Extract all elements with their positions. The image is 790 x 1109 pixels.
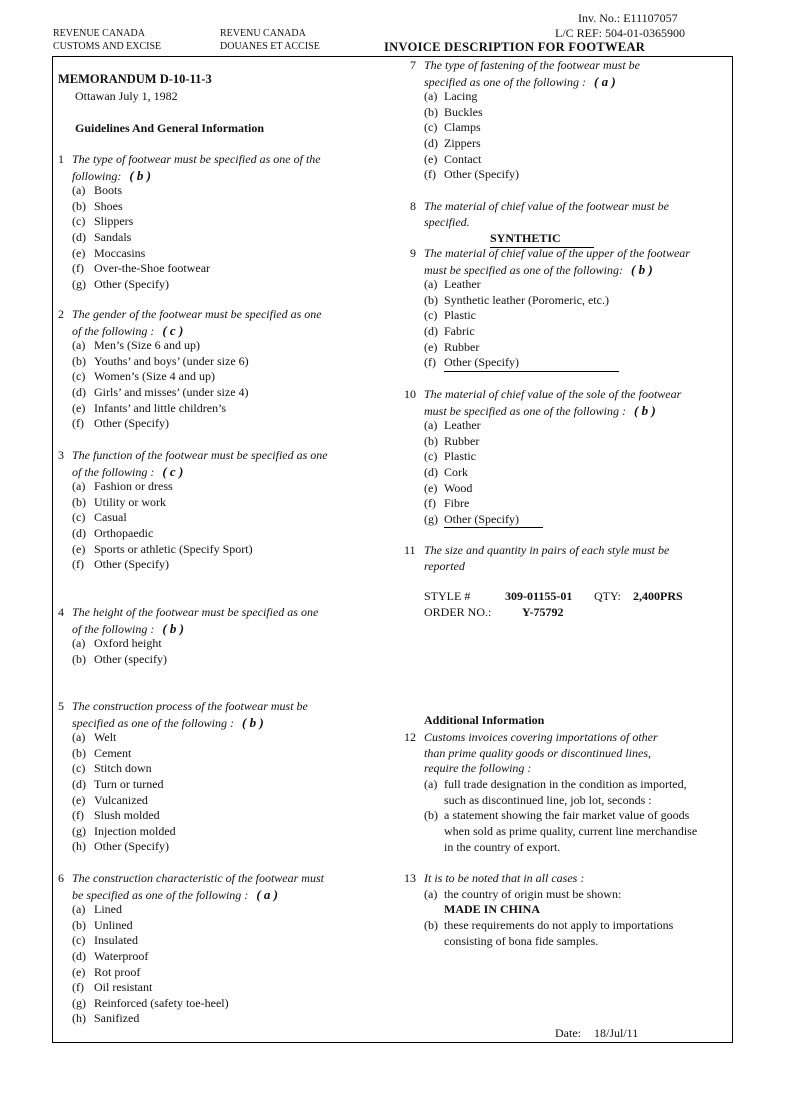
question-text-line: The material of chief value of the footwear must be	[424, 199, 669, 213]
question-text-line: The construction characteristic of the footwear must	[72, 871, 324, 885]
document-title: INVOICE DESCRIPTION FOR FOOTWEAR	[384, 40, 646, 54]
selected-answer: ( c )	[162, 322, 184, 338]
q13-b-label: (b)	[424, 918, 438, 932]
option-text: Other (Specify)	[444, 355, 619, 372]
option-letter: (d)	[72, 384, 86, 399]
option-text: Fashion or dress	[94, 479, 173, 494]
selected-answer: ( b )	[633, 402, 656, 418]
option-letter: (d)	[424, 323, 438, 338]
option-letter: (c)	[424, 308, 438, 323]
question-text-line: be specified as one of the following : ( a )	[72, 886, 278, 902]
option-text: Synthetic leather (Poromeric, etc.)	[444, 292, 609, 307]
option-letter: (f)	[424, 167, 436, 182]
q12-b-label: (b)	[424, 808, 438, 823]
question-text-line: The construction process of the footwear must be	[72, 699, 308, 713]
option-text: Over-the-Shoe footwear	[94, 261, 211, 276]
question-text-line: The size and quantity in pairs of each style must be	[424, 543, 670, 557]
option-text: Unlined	[94, 917, 133, 932]
option-letter: (d)	[424, 135, 438, 150]
question-number: 4	[58, 605, 64, 619]
option-text: Vulcanized	[94, 792, 148, 807]
question-number: 7	[410, 58, 416, 72]
selected-answer: ( b )	[630, 261, 653, 277]
question-text-line: The gender of the footwear must be specified as one	[72, 307, 322, 321]
question-text-line: of the following : ( c )	[72, 322, 184, 338]
option-text: Other (Specify)	[94, 839, 169, 854]
question-text-line: The function of the footwear must be specified as one	[72, 448, 328, 462]
agency-fr-line2: DOUANES ET ACCISE	[220, 41, 320, 52]
agency-en-line2: CUSTOMS AND EXCISE	[53, 41, 162, 52]
option-text: Plastic	[444, 449, 476, 464]
question-text-line: reported	[424, 558, 465, 573]
style-value: 309-01155-01	[505, 589, 573, 603]
option-text: Other (Specify)	[444, 512, 543, 529]
option-text: Wood	[444, 480, 473, 495]
option-letter: (b)	[72, 494, 86, 509]
option-letter: (e)	[72, 964, 86, 979]
option-letter: (e)	[424, 339, 438, 354]
question-number: 10	[404, 387, 416, 401]
question-text-line: must be specified as one of the following : ( b )	[424, 402, 656, 418]
option-text: Boots	[94, 183, 123, 198]
question-text-line: The material of chief value of the upper of the footwear	[424, 246, 690, 260]
date-value: 18/Jul/11	[594, 1026, 639, 1040]
option-text: Leather	[444, 277, 481, 292]
q12-a-label: (a)	[424, 777, 438, 791]
option-text: Youths’ and boys’ (under size 6)	[94, 353, 249, 368]
question-number: 11	[404, 543, 416, 557]
material-value: SYNTHETIC	[490, 231, 594, 248]
option-text: Contact	[444, 151, 482, 166]
option-letter: (e)	[72, 245, 86, 260]
option-text: Fabric	[444, 323, 475, 338]
option-letter: (a)	[72, 636, 86, 651]
question-text-line: specified.	[424, 214, 470, 229]
option-text: Rubber	[444, 339, 480, 354]
option-letter: (f)	[424, 355, 436, 370]
option-text: Lined	[94, 902, 122, 917]
option-letter: (c)	[72, 510, 86, 525]
agency-en-line1: REVENUE CANADA	[53, 28, 145, 39]
q13-b-line1: these requirements do not apply to importations	[444, 918, 674, 932]
option-text: Sandals	[94, 229, 132, 244]
selected-answer: ( a )	[593, 73, 616, 89]
q13-a-line: the country of origin must be shown:	[444, 886, 622, 901]
option-letter: (f)	[72, 416, 84, 431]
option-letter: (g)	[72, 823, 86, 838]
option-letter: (g)	[424, 511, 438, 526]
option-text: Welt	[94, 730, 117, 745]
option-letter: (f)	[72, 261, 84, 276]
option-letter: (d)	[72, 229, 86, 244]
invoice-number: Inv. No.: E11107057	[578, 11, 678, 25]
option-text: Women’s (Size 4 and up)	[94, 369, 216, 384]
qty-value: 2,400PRS	[633, 589, 683, 603]
footer-date	[555, 1026, 638, 1042]
option-letter: (e)	[72, 400, 86, 415]
option-letter: (b)	[424, 433, 438, 448]
option-letter: (a)	[72, 183, 86, 198]
option-letter: (c)	[424, 120, 438, 135]
style-label: STYLE #	[424, 589, 471, 603]
selected-answer: ( b )	[129, 167, 152, 183]
option-text: Oil resistant	[94, 980, 153, 995]
question-number: 1	[58, 152, 64, 166]
option-text: Sports or athletic (Specify Sport)	[94, 541, 253, 556]
option-text: Injection molded	[94, 823, 176, 838]
option-letter: (d)	[424, 464, 438, 479]
question-text-line: The material of chief value of the sole of the footwear	[424, 387, 682, 401]
option-letter: (d)	[72, 776, 86, 791]
option-text: Other (Specify)	[94, 416, 169, 431]
option-letter: (a)	[72, 479, 86, 494]
option-letter: (f)	[72, 980, 84, 995]
option-letter: (f)	[72, 557, 84, 572]
additional-heading: Additional Information	[424, 713, 545, 727]
option-text: Turn or turned	[94, 776, 164, 791]
question-text-line: must be specified as one of the following: ( b )	[424, 261, 653, 277]
option-text: Slush molded	[94, 808, 160, 823]
guidelines-heading: Guidelines And General Information	[75, 121, 265, 135]
option-letter: (b)	[72, 198, 86, 213]
option-text: Oxford height	[94, 636, 162, 651]
option-letter: (a)	[72, 902, 86, 917]
question-number: 2	[58, 307, 64, 321]
option-letter: (b)	[72, 745, 86, 760]
q13-number: 13	[404, 871, 416, 885]
selected-answer: ( c )	[162, 463, 184, 479]
option-text: Buckles	[444, 104, 483, 119]
option-text: Casual	[94, 510, 127, 525]
q13-line: It is to be noted that in all cases :	[424, 871, 585, 885]
option-letter: (d)	[72, 948, 86, 963]
option-text: Lacing	[444, 89, 478, 104]
option-letter: (e)	[72, 541, 86, 556]
order-label: ORDER NO.:	[424, 605, 492, 619]
country-of-origin: MADE IN CHINA	[444, 902, 540, 917]
option-letter: (a)	[424, 418, 438, 433]
q12-number: 12	[404, 730, 416, 744]
question-text-line: The type of fastening of the footwear must be	[424, 58, 640, 72]
option-letter: (a)	[72, 730, 86, 745]
q13-a-label: (a)	[424, 886, 438, 901]
option-text: Waterproof	[94, 948, 149, 963]
option-text: Rot proof	[94, 964, 141, 979]
option-letter: (b)	[72, 917, 86, 932]
question-text-line: The height of the footwear must be specified as one	[72, 605, 319, 619]
option-letter: (e)	[424, 480, 438, 495]
option-letter: (c)	[72, 369, 86, 384]
option-letter: (c)	[424, 449, 438, 464]
option-letter: (d)	[72, 525, 86, 540]
option-letter: (e)	[72, 792, 86, 807]
question-number: 8	[410, 199, 416, 213]
lc-reference: L/C REF: 504-01-0365900	[555, 26, 686, 40]
option-letter: (a)	[424, 277, 438, 292]
option-text: Leather	[444, 418, 481, 433]
option-text: Girls’ and misses’ (under size 4)	[94, 384, 249, 399]
option-text: Men’s (Size 6 and up)	[94, 338, 200, 353]
option-text: Moccasins	[94, 245, 146, 260]
option-text: Other (specify)	[94, 651, 167, 666]
option-text: Other (Specify)	[444, 167, 519, 182]
q13-b-line2: consisting of bona fide samples.	[444, 933, 599, 948]
option-text: Cement	[94, 745, 132, 760]
question-text-line: specified as one of the following : ( a )	[424, 73, 616, 89]
option-text: Infants’ and little children’s	[94, 400, 227, 415]
order-value: Y-75792	[522, 605, 564, 619]
q12-a-line2: such as discontinued line, job lot, seconds :	[444, 792, 652, 807]
option-letter: (c)	[72, 761, 86, 776]
option-letter: (b)	[424, 292, 438, 307]
option-letter: (h)	[72, 839, 86, 854]
question-number: 9	[410, 246, 416, 260]
option-letter: (e)	[424, 151, 438, 166]
option-letter: (b)	[72, 651, 86, 666]
option-text: Shoes	[94, 198, 123, 213]
question-text-line: The type of footwear must be specified as one of the	[72, 152, 321, 166]
option-letter: (g)	[72, 995, 86, 1010]
option-text: Orthopaedic	[94, 525, 154, 540]
option-text: Reinforced (safety toe-heel)	[94, 995, 229, 1010]
option-letter: (b)	[72, 353, 86, 368]
option-text: Sanifized	[94, 1011, 140, 1026]
option-text: Slippers	[94, 214, 134, 229]
question-number: 6	[58, 871, 64, 885]
selected-answer: ( b )	[162, 620, 185, 636]
option-letter: (h)	[72, 1011, 86, 1026]
memo-title: MEMORANDUM D-10-11-3	[58, 72, 212, 86]
question-number: 5	[58, 699, 64, 713]
option-text: Cork	[444, 464, 468, 479]
agency-fr-line1: REVENU CANADA	[220, 28, 306, 39]
date-label: Date:	[555, 1026, 581, 1040]
question-text-line: of the following : ( c )	[72, 463, 184, 479]
option-text: Fibre	[444, 496, 470, 511]
selected-answer: ( a )	[256, 886, 278, 902]
option-text: Clamps	[444, 120, 481, 135]
option-text: Rubber	[444, 433, 480, 448]
question-text-line: following: ( b )	[72, 167, 152, 183]
option-letter: (a)	[72, 338, 86, 353]
memo-date: Ottawan July 1, 1982	[75, 89, 178, 103]
option-letter: (c)	[72, 214, 86, 229]
option-text: Other (Specify)	[94, 276, 169, 291]
question-text-line: specified as one of the following : ( b )	[72, 714, 264, 730]
option-letter: (g)	[72, 276, 86, 291]
q12-a-line1: full trade designation in the condition as imported,	[444, 777, 687, 791]
q12-line2: than prime quality goods or discontinued lines,	[424, 745, 651, 760]
q12-line3: require the following :	[424, 761, 532, 776]
option-letter: (f)	[424, 496, 436, 511]
option-text: Utility or work	[94, 494, 166, 509]
q12-b-line1: a statement showing the fair market value of goods	[444, 808, 690, 823]
option-text: Stitch down	[94, 761, 152, 776]
q12-line1: Customs invoices covering importations of other	[424, 730, 658, 744]
option-text: Insulated	[94, 933, 138, 948]
question-number: 3	[58, 448, 64, 462]
selected-answer: ( b )	[241, 714, 264, 730]
q12-b-line3: in the country of export.	[444, 839, 561, 854]
q12-b-line2: when sold as prime quality, current line merchandise	[444, 824, 698, 838]
option-letter: (a)	[424, 89, 438, 104]
option-letter: (b)	[424, 104, 438, 119]
question-text-line: of the following : ( b )	[72, 620, 185, 636]
option-text: Other (Specify)	[94, 557, 169, 572]
qty-label: QTY:	[594, 589, 621, 603]
option-text: Zippers	[444, 135, 481, 150]
option-letter: (f)	[72, 808, 84, 823]
option-text: Plastic	[444, 308, 476, 323]
option-letter: (c)	[72, 933, 86, 948]
